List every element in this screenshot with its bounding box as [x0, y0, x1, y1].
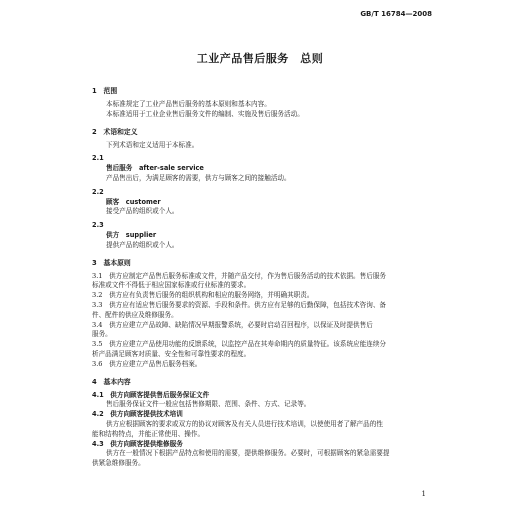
page-title: 工业产品售后服务 总则 — [196, 52, 324, 65]
subsection-heading: 4.2 供方向顾客提供技术培训 — [92, 410, 183, 419]
clause-line: 标准或文件不得低于相应国家标准或行业标准的要求。 — [92, 281, 251, 290]
term-definition: 提供产品的组织或个人。 — [106, 240, 179, 249]
clause-line: 3.2 供方应有负责售后服务的组织机构和相应的服务网络，并明确其职责。 — [92, 291, 314, 300]
term-definition: 接受产品的组织或个人。 — [106, 207, 179, 216]
term-definition: 产品售出后，为满足顾客的需要，供方与顾客之间的接触活动。 — [106, 173, 291, 182]
paragraph: 下列术语和定义适用于本标准。 — [106, 140, 199, 149]
subsection-heading: 4.1 供方向顾客提供售后服务保证文件 — [92, 390, 210, 399]
term-number: 2.2 — [92, 187, 104, 196]
paragraph: 售后服务保证文件一般应包括售修期限、范围、条件、方式、记录等。 — [106, 400, 311, 409]
section-heading-4: 4 基本内容 — [92, 377, 131, 386]
clause-line: 3.4 供方应建立产品故障、缺陷情况早期报警系统，必要时启动召回程序，以保证及时提供售后 — [92, 320, 373, 329]
clause-line: 析产品满足顾客对质量、安全性和可靠性要求的程度。 — [92, 349, 251, 358]
clause-line: 3.3 供方应有适应售后服务要求的资源、手段和条件。供方应有足够的后勤保障，包括技术咨询、备 — [92, 300, 387, 309]
term-number: 2.1 — [92, 154, 104, 163]
paragraph: 本标准适用于工业企业售后服务文件的编制、实施及售后服务活动。 — [106, 109, 304, 118]
term-name: 售后服务 after-sale service — [106, 164, 204, 173]
paragraph: 供方应根据顾客的要求或双方的协议对顾客及有关人员进行技术培训，以使使用者了解产品的性 — [106, 419, 383, 428]
clause-line: 3.5 供方应建立产品使用功能的反馈系统，以监控产品在其寿命期内的质量特征。该系统应能连续分 — [92, 340, 387, 349]
paragraph: 供紧急维修服务。 — [92, 459, 145, 468]
clause-line: 件、配件的供应及维修服务。 — [92, 310, 178, 319]
paragraph: 本标准规定了工业产品售后服务的基本原则和基本内容。 — [106, 100, 271, 108]
subsection-heading: 4.3 供方向顾客提供维修服务 — [92, 439, 183, 448]
term-name: 供方 supplier — [106, 230, 157, 239]
section-heading-3: 3 基本原则 — [92, 258, 131, 267]
section-heading-1: 1 范围 — [92, 87, 118, 95]
clause-line: 3.6 供方应建立产品售后服务档案。 — [92, 359, 202, 368]
page-number: 1 — [421, 490, 426, 498]
standard-number: GB/T 16784—2008 — [360, 10, 432, 18]
paragraph: 能和结构特点，并能正常使用、操作。 — [92, 429, 205, 438]
section-heading-2: 2 术语和定义 — [92, 127, 138, 136]
clause-line: 3.1 供方应制定产品售后服务标准或文件，并随产品交付，作为售后服务活动的技术依据。售后服务 — [92, 271, 387, 280]
term-name: 顾客 customer — [106, 197, 161, 206]
term-number: 2.3 — [92, 221, 104, 230]
clause-line: 服务。 — [92, 330, 112, 339]
document-body — [92, 83, 454, 469]
paragraph: 供方在一般情况下根据产品特点和使用的需要，提供维修服务。必要时，可根据顾客的紧急需要提 — [106, 449, 390, 458]
